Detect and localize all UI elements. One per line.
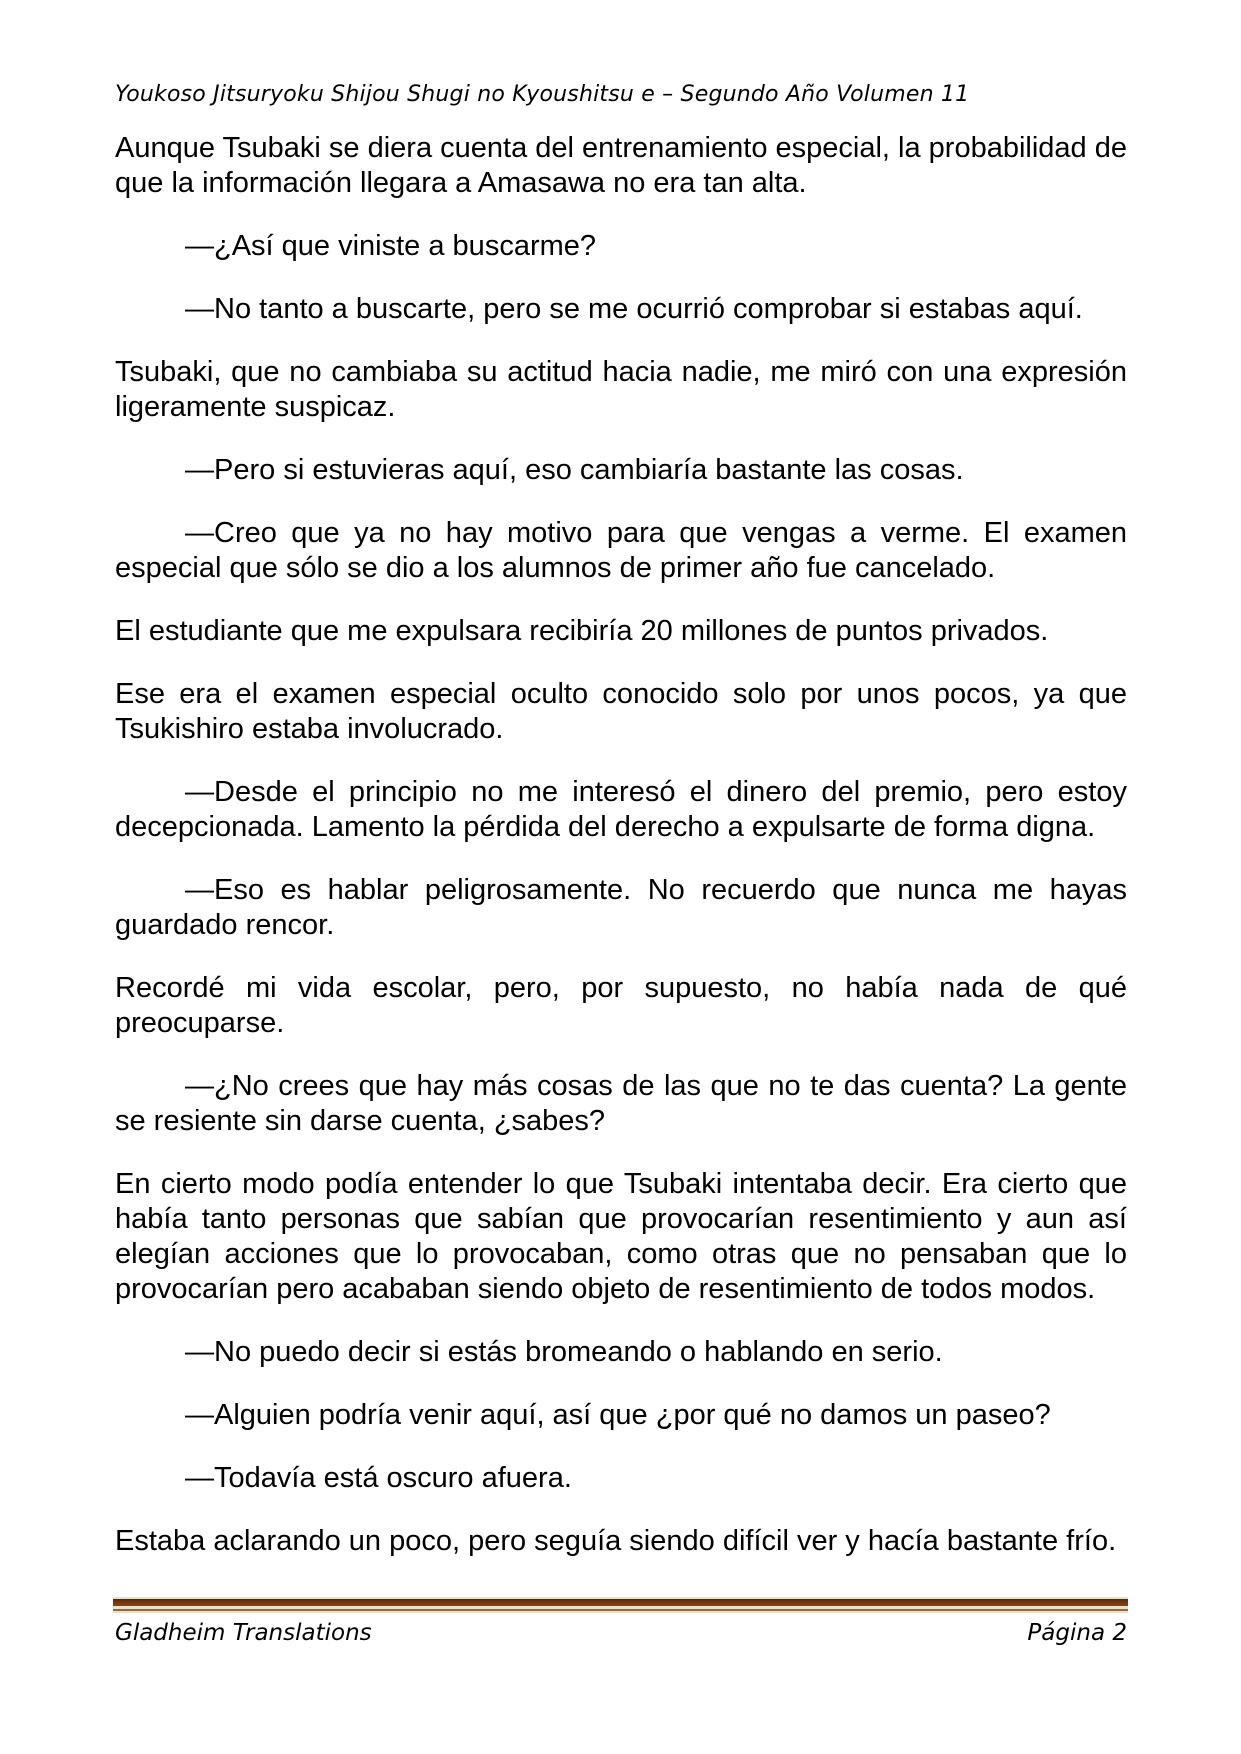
paragraph: Estaba aclarando un poco, pero seguía siendo difícil ver y hacía bastante frío. [115,1525,1117,1557]
paragraph: Tsubaki, que no cambiaba su actitud hacia nadie, me miró con una expresión ligeramente suspicaz. [115,356,1127,423]
dialogue-paragraph: —Desde el principio no me interesó el dinero del premio, pero estoy decepcionada. Lamento la pérdida del derecho a expulsarte de forma digna. [115,776,1127,843]
page-footer [115,1620,1127,1646]
footer-divider-rule [113,1597,1128,1613]
dialogue-paragraph: —Pero si estuvieras aquí, eso cambiaría bastante las cosas. [185,454,964,486]
dialogue-paragraph: —¿Así que viniste a buscarme? [185,230,597,262]
dialogue-paragraph: —No tanto a buscarte, pero se me ocurrió comprobar si estabas aquí. [185,293,1083,325]
paragraph: Aunque Tsubaki se diera cuenta del entrenamiento especial, la probabilidad de que la información llegara a Amasawa no era tan alta. [115,132,1127,199]
paragraph: Ese era el examen especial oculto conocido solo por unos pocos, ya que Tsukishiro estaba involucrado. [115,678,1127,745]
dialogue-paragraph: —Alguien podría venir aquí, así que ¿por qué no damos un paseo? [185,1399,1051,1431]
footer-translator-credit: Gladheim Translations [115,1620,372,1646]
page-body [115,131,1127,1559]
paragraph: En cierto modo podía entender lo que Tsubaki intentaba decir. Era cierto que había tanto personas que sabían que provocarían resentimiento y aun así elegían acciones que lo provocaban, como otras que no pensaban que lo provocarían pero acababan siendo objeto de resentimiento de todos modos. [115,1168,1127,1305]
dialogue-paragraph: —Eso es hablar peligrosamente. No recuerdo que nunca me hayas guardado rencor. [115,874,1127,941]
footer-page-number: Página 2 [1027,1620,1127,1646]
paragraph: Recordé mi vida escolar, pero, por supuesto, no había nada de qué preocuparse. [115,972,1127,1039]
footer-rule-thick-bar [113,1599,1128,1606]
dialogue-paragraph: —¿No crees que hay más cosas de las que no te das cuenta? La gente se resiente sin darse cuenta, ¿sabes? [115,1070,1127,1137]
dialogue-paragraph: —No puedo decir si estás bromeando o hablando en serio. [185,1336,943,1368]
page-header-title: Youkoso Jitsuryoku Shijou Shugi no Kyoushitsu e – Segundo Año Volumen 11 [115,82,970,107]
paragraph: El estudiante que me expulsara recibiría 20 millones de puntos privados. [115,615,1049,647]
footer-rule-thin-line [113,1609,1128,1611]
dialogue-paragraph: —Todavía está oscuro afuera. [185,1462,572,1494]
dialogue-paragraph: —Creo que ya no hay motivo para que vengas a verme. El examen especial que sólo se dio a los alumnos de primer año fue cancelado. [115,517,1127,584]
